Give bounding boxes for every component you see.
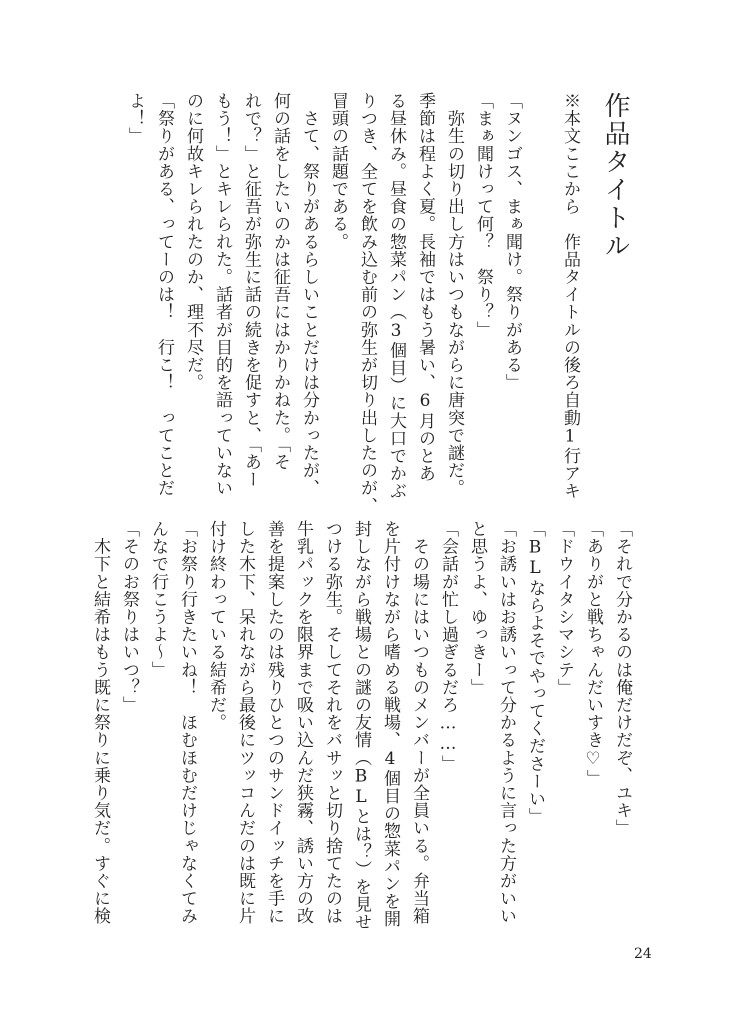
text-line: よ！」 bbox=[125, 92, 145, 145]
text-line: 季節は程よく夏。長袖ではもう暑い、6月のとあ bbox=[415, 92, 435, 483]
text-line: ※本文ここから 作品タイトルの後ろ自動1行アキ bbox=[560, 92, 580, 500]
text-line: 「それで分かるのは俺だけだぞ、ユキ」 bbox=[612, 520, 632, 837]
page-number: 24 bbox=[634, 946, 652, 962]
text-line: 「まぁ聞けって何？ 祭り？」 bbox=[473, 92, 493, 339]
text-line: つける弥生。そしてそれをバサッと切り捨てたのは bbox=[322, 520, 342, 925]
text-line: した木下、呆れながら最後にツッコんだのは既に片 bbox=[235, 520, 255, 925]
text-line: る昼休み。昼食の惣菜パン（3個目）に大口でかぶ bbox=[386, 92, 406, 500]
text-line: もう！」とキレられた。話者が目的を語っていない bbox=[212, 92, 232, 497]
text-line: 「ヌンゴス、まぁ聞け。祭りがある」 bbox=[502, 92, 522, 392]
text-line: 付け終わっている結希だ。 bbox=[206, 520, 226, 732]
text-line: と思うよ、ゆっきー」 bbox=[467, 520, 487, 696]
text-line: 「祭りがある、ってーのは！ 行こ！ ってことだ bbox=[154, 92, 174, 497]
text-line: 「ありがと戦ちゃんだいすき♡」 bbox=[583, 520, 603, 787]
text-line: んなで行こうよ～」 bbox=[148, 520, 168, 679]
text-line: さて、祭りがあるらしいことだけは分かったが、 bbox=[299, 92, 319, 497]
text-line: 「そのお祭りはいつ？」 bbox=[119, 520, 139, 714]
body-text-upper bbox=[120, 92, 584, 515]
text-line: のに何故キレられたのか、理不尽だ。 bbox=[183, 92, 203, 392]
text-line: その場にはいつものメンバーが全員いる。弁当箱 bbox=[409, 520, 429, 925]
text-line: 封しながら戦場との謎の友情（BLとは？）を見せ bbox=[351, 520, 371, 931]
body-text-lower bbox=[85, 520, 636, 931]
text-line: 「お誘いはお誘いって分かるように言った方がいい bbox=[496, 520, 516, 925]
text-line: 何の話をしたいのかは征吾にはかりかねた。「そ bbox=[270, 92, 290, 471]
text-line: 弥生の切り出し方はいつもながらに唐突で謎だ。 bbox=[444, 92, 464, 497]
text-line: 冒頭の話題である。 bbox=[328, 92, 348, 251]
text-line: 「ドウイタシマシテ」 bbox=[554, 520, 574, 696]
text-line: 木下と結希はもう既に祭りに乗り気だ。すぐに検 bbox=[90, 520, 110, 925]
text-line: 「お祭り行きたいね！ ほむほむだけじゃなくてみ bbox=[177, 520, 197, 925]
text-line: 牛乳パックを限界まで吸い込んだ狭霧、誘い方の改 bbox=[293, 520, 313, 925]
text-line: れで？」と征吾が弥生に話の続きを促すと、「あー bbox=[241, 92, 261, 489]
text-line: 「会話が忙し過ぎるだろ……」 bbox=[438, 520, 458, 773]
text-line: 善を提案したのは残りひとつのサンドイッチを手に bbox=[264, 520, 284, 925]
text-line bbox=[526, 92, 555, 512]
text-line: を片付けながら嗜める戦場、4個目の惣菜パンを開 bbox=[380, 520, 400, 928]
text-line: りつき、全てを飲み込む前の弥生が切り出したのが、 bbox=[357, 92, 377, 515]
work-title: 作品タイトル bbox=[600, 92, 630, 260]
text-line: 「BLならよそでやってくださーい」 bbox=[525, 520, 545, 826]
